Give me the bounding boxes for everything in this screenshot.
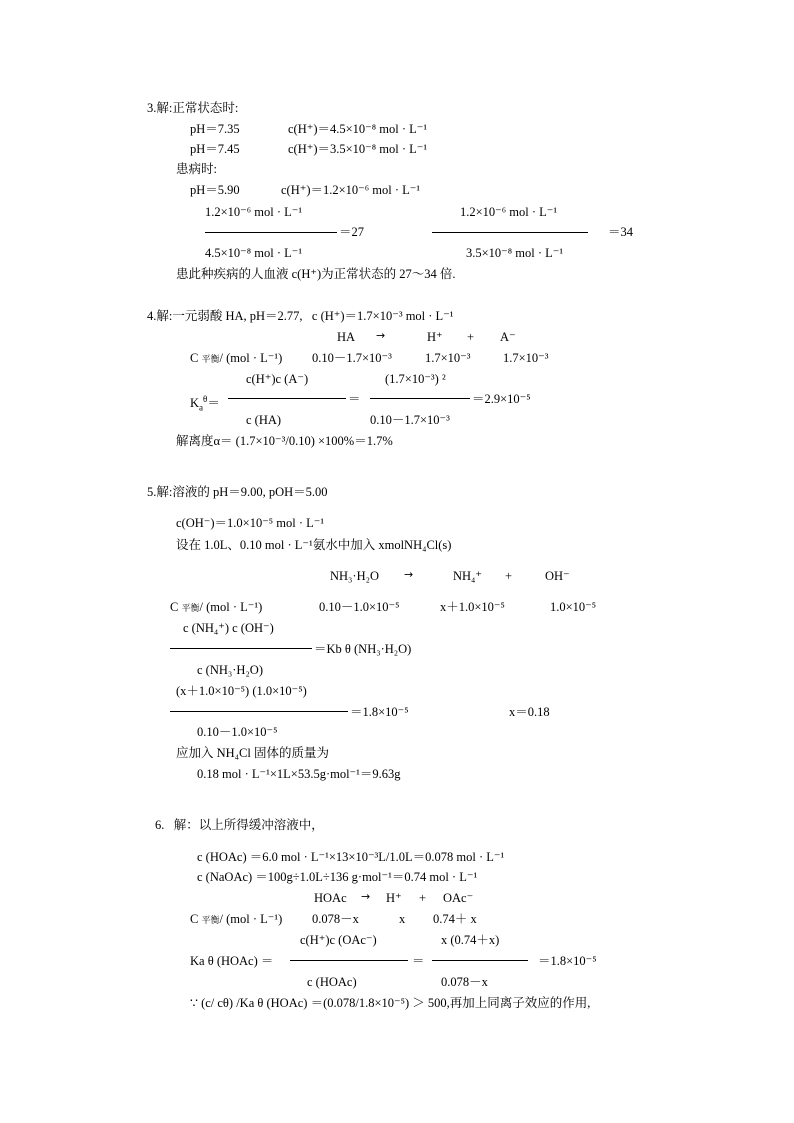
p6-reaction-arrow: → [361,890,371,903]
p4-ka-sup: θ [203,394,208,404]
p6-frac2-bar [432,960,528,961]
p6-last-line: ∵ (c/ cθ) /Ka θ (HOAc) ＝(0.078/1.8×10⁻⁵) ＞ 500,再加上同离子效应的作用, [190,996,591,1010]
p3-ch-2: c(H⁺)＝3.5×10⁻⁸ mol · L⁻¹ [288,142,428,156]
p3-heading: 3.解:正常状态时: [147,101,239,115]
p4-dissociation: 解离度α＝ (1.7×10⁻³/0.10) ×100%＝1.7% [176,434,393,448]
p6-frac1-bar [290,960,408,961]
p5-assumption: 设在 1.0L、0.10 mol · L⁻¹氨水中加入 xmolNH₄Cl(s) [176,538,452,552]
p6-frac1-numerator: c(H⁺)c (OAc⁻) [300,933,377,947]
p6-conc-label [190,911,282,928]
p6-ka-label: Ka θ (HOAc) ＝ [190,954,274,968]
p5-conc-nh3: 0.10－1.0×10⁻⁵ [319,600,400,614]
p6-plus: + [419,891,427,905]
p6-equals: ＝ [412,954,425,968]
p4-species-a: A⁻ [500,330,516,344]
p3-frac2-result: ＝34 [608,225,634,239]
p5-frac2-numerator: (x＋1.0×10⁻⁵) (1.0×10⁻⁵) [176,684,307,698]
p4-conc-sub: 平衡 [201,354,220,364]
p5-conc-c: C [170,600,179,614]
p4-frac1-denominator: c (HA) [246,413,282,427]
p6-species-h: H⁺ [386,891,402,905]
p5-reaction-arrow: → [404,568,414,581]
p5-species-nh4: NH₄⁺ [453,569,483,583]
p5-frac2-result: ＝1.8×10⁻⁵ [350,705,409,719]
p5-conc-nh4: x＋1.0×10⁻⁵ [440,600,505,614]
p5-conc-sub: 平衡 [181,603,200,613]
p4-frac1-bar [228,398,346,399]
p4-reaction-arrow: → [376,329,386,342]
p4-frac1-numerator: c(H⁺)c (A⁻) [246,372,309,386]
p5-frac1-denominator: c (NH₃·H₂O) [197,663,263,677]
p4-ka-sub: a [199,402,204,413]
p3-ch-3: c(H⁺)＝1.2×10⁻⁶ mol · L⁻¹ [281,183,421,197]
p5-frac1-bar [170,648,312,649]
p6-frac2-denominator: 0.078－x [441,975,488,989]
p3-sick-label: 患病时: [176,162,217,176]
p3-frac1-numerator: 1.2×10⁻⁶ mol · L⁻¹ [205,205,303,219]
p3-frac2-denominator: 3.5×10⁻⁸ mol · L⁻¹ [466,246,564,260]
p4-conc-c: C [190,351,199,365]
p5-species-nh3: NH₃·H₂O [330,569,379,583]
p5-frac2-denominator: 0.10－1.0×10⁻⁵ [197,725,278,739]
p3-frac1-result: ＝27 [339,225,365,239]
p4-heading: 4.解:一元弱酸 HA, pH＝2.77, c (H⁺)＝1.7×10⁻³ mol · L⁻¹ [147,309,454,323]
p3-frac1-bar [205,232,337,233]
p3-ch-1: c(H⁺)＝4.5×10⁻⁸ mol · L⁻¹ [288,122,428,136]
p6-conc-hoac: 0.078－x [312,912,359,926]
p4-ka-result: ＝2.9×10⁻⁵ [472,392,531,406]
p3-ph-2: pH＝7.45 [190,142,240,156]
p5-oh-conc: c(OH⁻)＝1.0×10⁻⁵ mol · L⁻¹ [176,516,325,530]
p5-plus: + [505,569,513,583]
p4-plus: + [467,330,475,344]
p6-conc-c: C [190,912,199,926]
p5-x-result: x＝0.18 [509,705,550,719]
p3-conclusion: 患此种疾病的人血液 c(H⁺)为正常状态的 27～34 倍. [176,267,456,281]
p4-species-ha: HA [337,330,356,344]
p3-frac2-bar [432,232,588,233]
p3-frac1-denominator: 4.5×10⁻⁸ mol · L⁻¹ [205,246,303,260]
p3-ph-1: pH＝7.35 [190,122,240,136]
p6-ka-result: ＝1.8×10⁻⁵ [538,954,597,968]
p5-conc-unit: / (mol · L⁻¹) [199,600,263,614]
p6-hoac-conc: c (HOAc) ＝6.0 mol · L⁻¹×13×10⁻³L/1.0L＝0.078 mol · L⁻¹ [197,850,505,864]
p6-conc-sub: 平衡 [201,915,220,925]
p6-species-hoac: HOAc [314,891,347,905]
p4-conc-a: 1.7×10⁻³ [503,351,549,365]
p3-ph-3: pH＝5.90 [190,183,240,197]
p5-conc-label [170,599,262,616]
p6-naoac-conc: c (NaOAc) ＝100g÷1.0L÷136 g·mol⁻¹＝0.74 mol · L⁻¹ [197,870,478,884]
p4-species-h: H⁺ [427,330,443,344]
p5-species-oh: OH⁻ [545,569,570,583]
p6-species-oac: OAc⁻ [443,891,474,905]
p6-frac1-denominator: c (HOAc) [307,975,357,989]
p6-conc-oac: 0.74＋ x [433,912,477,926]
p6-frac2-numerator: x (0.74＋x) [441,933,500,947]
p5-frac2-bar [170,711,348,712]
p4-frac2-numerator: (1.7×10⁻³) ² [385,372,446,386]
p5-mass-label: 应加入 NH₄Cl 固体的质量为 [176,746,329,760]
p4-conc-unit: / (mol · L⁻¹) [219,351,283,365]
p5-conc-oh: 1.0×10⁻⁵ [550,600,597,614]
p4-conc-h: 1.7×10⁻³ [425,351,471,365]
p5-mass-calc: 0.18 mol · L⁻¹×1L×53.5g·mol⁻¹＝9.63g [197,767,401,781]
p4-conc-ha: 0.10－1.7×10⁻³ [312,351,392,365]
p6-conc-unit: / (mol · L⁻¹) [219,912,283,926]
p3-frac2-numerator: 1.2×10⁻⁶ mol · L⁻¹ [460,205,558,219]
p5-heading: 5.解:溶液的 pH＝9.00, pOH＝5.00 [147,485,328,499]
p4-equals: ＝ [348,392,361,406]
p4-conc-label [190,350,282,367]
p5-frac1-numerator: c (NH₄⁺) c (OH⁻) [183,621,274,635]
p6-conc-h: x [399,912,406,926]
p4-ka-label: $K_a^\theta=$ [190,394,220,413]
p6-heading: 6. 解：以上所得缓冲溶液中， [155,818,324,832]
p4-frac2-denominator: 0.10－1.7×10⁻³ [370,413,450,427]
p4-frac2-bar [370,398,470,399]
p5-kb-expression: ＝Kb θ (NH₃·H₂O) [314,642,412,656]
